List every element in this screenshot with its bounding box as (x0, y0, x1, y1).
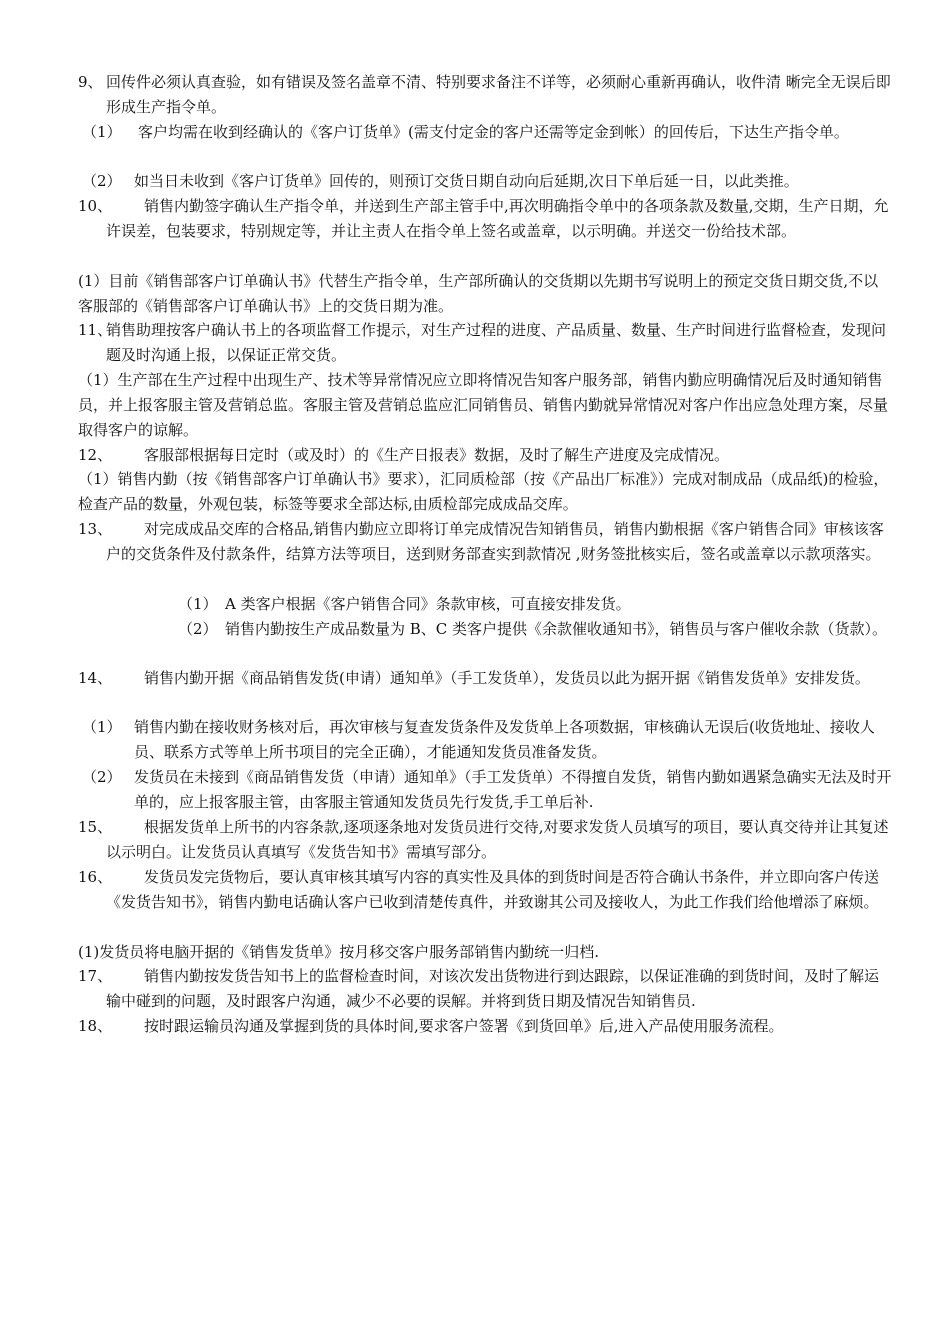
clause-11 (78, 318, 893, 368)
clause-text: 销售内勤按生产成品数量为 B、C 类客户提供《余款催收通知书》，销售员与客户催收余款（货款）。 (225, 620, 888, 638)
clause-number: 15、 (78, 818, 113, 836)
clause-11-sub-1: （1）生产部在生产过程中出现生产、技术等异常情况应立即将情况告知客户服务部，销售内勤应明确情况后及时通知销售员，并上报客服主管及营销总监。客服主管及营销总监应汇同销售员、销售内勤就异常情况对客户作出应急处理方案，尽量取得客户的谅解。 (78, 371, 889, 439)
clause-14-sub-2 (82, 765, 893, 815)
clause-13-sub-2 (178, 617, 893, 642)
clause-number: （2） (82, 768, 122, 786)
clause-number: （1） (82, 123, 122, 141)
clause-number: 14、 (78, 669, 113, 687)
clause-10 (78, 194, 893, 244)
clause-10-sub-1: (1）目前《销售部客户订单确认书》代替生产指令单，生产部所确认的交货期以先期书写说明上的预定交货日期交货,不以客服部的《销售部客户订单确认书》上的交货日期为准。 (78, 272, 879, 315)
clause-number: （2） (82, 172, 122, 190)
clause-number: 16、 (78, 868, 113, 886)
clause-number: （1） (82, 718, 122, 736)
clause-9-sub-2 (82, 169, 893, 194)
clause-18 (78, 1014, 893, 1039)
clause-16 (78, 865, 893, 915)
clause-number: 13、 (78, 520, 113, 538)
clause-text: 销售内勤签字确认生产指令单，并送到生产部主管手中,再次明确指令单中的各项条款及数量,交期，生产日期，允许误差，包装要求，特别规定等，并让主责人在指令单上签名或盖章，以示明确。并送交一份给技术部。 (106, 197, 889, 240)
clause-number: 17、 (78, 967, 113, 985)
clause-15 (78, 815, 893, 865)
clause-number: 11、 (78, 321, 113, 339)
clause-text: 对完成成品交库的合格品,销售内勤应立即将订单完成情况告知销售员，销售内勤根据《客户销售合同》审核该客户的交货条件及付款条件，结算方法等项目，送到财务部查实到款情况 ,财务签批核实后，签名或盖章以示款项落实。 (106, 520, 884, 563)
clause-12 (78, 443, 893, 468)
clause-text: 回传件必须认真查验，如有错误及签名盖章不清、特别要求备注不详等，必须耐心重新再确认，收件清 晰完全无误后即形成生产指令单。 (106, 73, 891, 116)
clause-13 (78, 517, 893, 567)
clause-text: 销售内勤按发货告知书上的监督检查时间，对该次发出货物进行到达跟踪，以保证准确的到货时间，及时了解运输中碰到的问题，及时跟客户沟通，减少不必要的误解。并将到货日期及情况告知销售员. (106, 967, 880, 1010)
clause-text: 客服部根据每日定时（或及时）的《生产日报表》数据，及时了解生产进度及完成情况。 (144, 446, 730, 464)
clause-16-sub-1: (1)发货员将电脑开据的《销售发货单》按月移交客户服务部销售内勤统一归档. (78, 943, 600, 961)
clause-9 (78, 70, 893, 120)
clause-14-sub-1 (82, 715, 893, 765)
clause-number: 18、 (78, 1017, 113, 1035)
clause-number: 12、 (78, 446, 113, 464)
clause-17 (78, 964, 893, 1014)
clause-number: （1） (178, 595, 218, 613)
clause-text: 销售助理按客户确认书上的各项监督工作提示，对生产过程的进度、产品质量、数量、生产时间进行监督检查，发现问题及时沟通上报，以保证正常交货。 (106, 321, 887, 364)
clause-12-sub-1: （1）销售内勤（按《销售部客户订单确认书》要求），汇同质检部（按《产品出厂标准》）完成对制成品（成品纸)的检验，检查产品的数量，外观包装，标签等要求全部达标,由质检部完成成品交库。 (78, 470, 889, 513)
clause-9-sub-1 (82, 120, 893, 145)
clause-text: 按时跟运输员沟通及掌握到货的具体时间,要求客户签署《到货回单》后,进入产品使用服务流程。 (144, 1017, 784, 1035)
clause-text: 销售内勤在接收财务核对后，再次审核与复查发货条件及发货单上各项数据，审核确认无误后(收货地址、接收人员、联系方式等单上所书项目的完全正确），才能通知发货员准备发货。 (134, 718, 875, 761)
clause-13-sub-1 (178, 592, 893, 617)
clause-14 (78, 666, 893, 691)
clause-number: （2） (178, 620, 218, 638)
clause-number: 9、 (78, 73, 103, 91)
clause-text: A 类客户根据《客户销售合同》条款审核，可直接安排发货。 (225, 595, 631, 613)
clause-text: 销售内勤开据《商品销售发货(申请）通知单》（手工发货单），发货员以此为据开据《销售发货单》安排发货。 (144, 669, 870, 687)
clause-text: 发货员在未接到《商品销售发货（申请）通知单》（手工发货单）不得擅自发货，销售内勤如遇紧急确实无法及时开单的，应上报客服主管，由客服主管通知发货员先行发货,手工单后补. (134, 768, 892, 811)
clause-number: 10、 (78, 197, 113, 215)
clause-text: 客户均需在收到经确认的《客户订货单》(需支付定金的客户还需等定金到帐）的回传后，下达生产指令单。 (138, 123, 849, 141)
clause-text: 发货员发完货物后，要认真审核其填写内容的真实性及具体的到货时间是否符合确认书条件，并立即向客户传送《发货告知书》，销售内勤电话确认客户已收到清楚传真件，并致谢其公司及接收人，为此工作我们给他增添了麻烦。 (106, 868, 880, 911)
clause-text: 如当日未收到《客户订货单》回传的，则预订交货日期自动向后延期,次日下单后延一日，以此类推。 (134, 172, 799, 190)
clause-text: 根据发货单上所书的内容条款,逐项逐条地对发货员进行交待,对要求发货人员填写的项目，要认真交待并让其复述以示明白。让发货员认真填写《发货告知书》需填写部分。 (106, 818, 889, 861)
